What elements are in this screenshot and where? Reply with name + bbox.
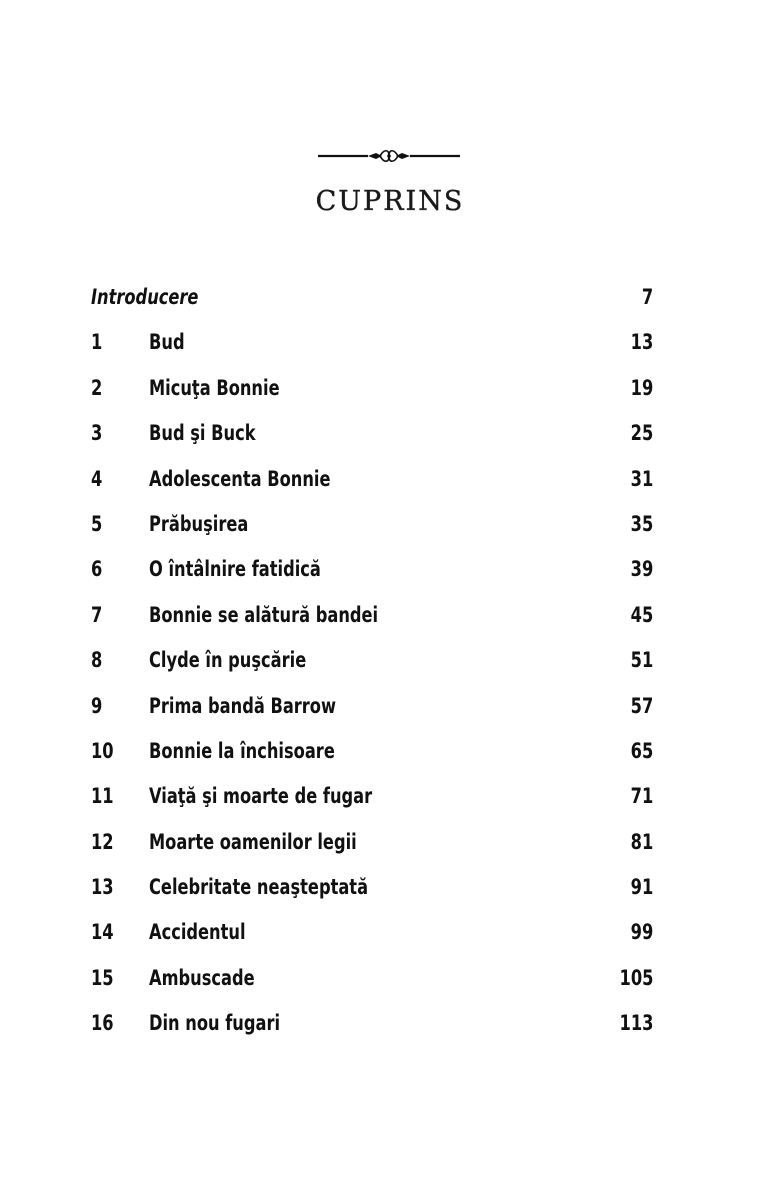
toc-chapter-number: 10 [91,738,114,763]
toc-chapter-page: 91 [630,875,653,900]
toc-chapter-page: 71 [630,784,653,809]
toc-chapter-title: Bud şi Buck [149,421,256,446]
toc-row[interactable] [91,777,653,822]
toc-entry-page: 7 [641,285,653,309]
toc-chapter-number: 3 [91,421,103,446]
toc-chapter-title: Viaţă şi moarte de fugar [149,784,373,809]
toc-row[interactable] [91,323,653,368]
toc-row[interactable] [91,868,653,913]
page-title: CUPRINS [315,186,465,217]
toc-chapter-number: 14 [91,920,114,945]
toc-chapter-page: 39 [630,557,653,582]
toc-entry-title: Introducere [91,285,199,309]
toc-row[interactable] [91,505,653,550]
toc-chapter-number: 13 [91,875,114,900]
toc-row[interactable] [91,959,653,1004]
table-of-contents [91,278,653,1050]
toc-chapter-page: 51 [630,648,653,673]
toc-chapter-page: 57 [630,693,653,718]
toc-chapter-number: 4 [91,466,103,491]
toc-chapter-page: 105 [619,965,653,990]
toc-chapter-number: 2 [91,375,103,400]
toc-chapter-page: 99 [630,920,653,945]
toc-row[interactable] [91,687,653,732]
toc-chapter-title: Ambuscade [149,965,255,990]
toc-chapter-title: Micuţa Bonnie [149,375,280,400]
toc-chapter-title: O întâlnire fatidică [149,557,321,582]
toc-chapter-page: 13 [630,330,653,355]
toc-chapter-page: 81 [630,829,653,854]
toc-chapter-title: Din nou fugari [149,1011,281,1036]
flourish-divider-icon [318,146,460,166]
toc-row[interactable] [91,732,653,777]
toc-chapter-page: 35 [630,511,653,536]
toc-chapter-page: 65 [630,738,653,763]
toc-row[interactable] [91,913,653,958]
toc-chapter-page: 45 [630,602,653,627]
toc-chapter-number: 8 [91,648,103,673]
toc-chapter-number: 16 [91,1011,114,1036]
toc-row[interactable] [91,641,653,686]
toc-chapter-title: Clyde în puşcărie [149,648,307,673]
toc-chapter-number: 5 [91,511,103,536]
toc-chapter-title: Prăbuşirea [149,511,249,536]
toc-row[interactable] [91,1004,653,1049]
toc-chapter-page: 19 [630,375,653,400]
toc-chapter-title: Bonnie la închisoare [149,738,335,763]
toc-row[interactable] [91,460,653,505]
toc-row[interactable] [91,369,653,414]
toc-row-introduction[interactable] [91,278,653,323]
toc-chapter-number: 12 [91,829,114,854]
toc-chapter-number: 11 [91,784,114,809]
toc-chapter-title: Accidentul [149,920,246,945]
toc-chapter-number: 15 [91,965,114,990]
toc-chapter-title: Adolescenta Bonnie [149,466,331,491]
toc-chapter-page: 25 [630,421,653,446]
toc-chapter-number: 7 [91,602,103,627]
toc-chapter-title: Celebritate neaşteptată [149,875,369,900]
chapter-list [91,323,653,1049]
toc-chapter-number: 9 [91,693,103,718]
toc-chapter-title: Prima bandă Barrow [149,693,336,718]
toc-chapter-title: Moarte oamenilor legii [149,829,357,854]
toc-chapter-number: 6 [91,557,103,582]
toc-row[interactable] [91,823,653,868]
toc-chapter-title: Bud [149,330,185,355]
toc-chapter-page: 113 [619,1011,653,1036]
toc-chapter-number: 1 [91,330,103,355]
toc-row[interactable] [91,550,653,595]
toc-row[interactable] [91,596,653,641]
toc-row[interactable] [91,414,653,459]
toc-chapter-title: Bonnie se alătură bandei [149,602,379,627]
toc-chapter-page: 31 [630,466,653,491]
